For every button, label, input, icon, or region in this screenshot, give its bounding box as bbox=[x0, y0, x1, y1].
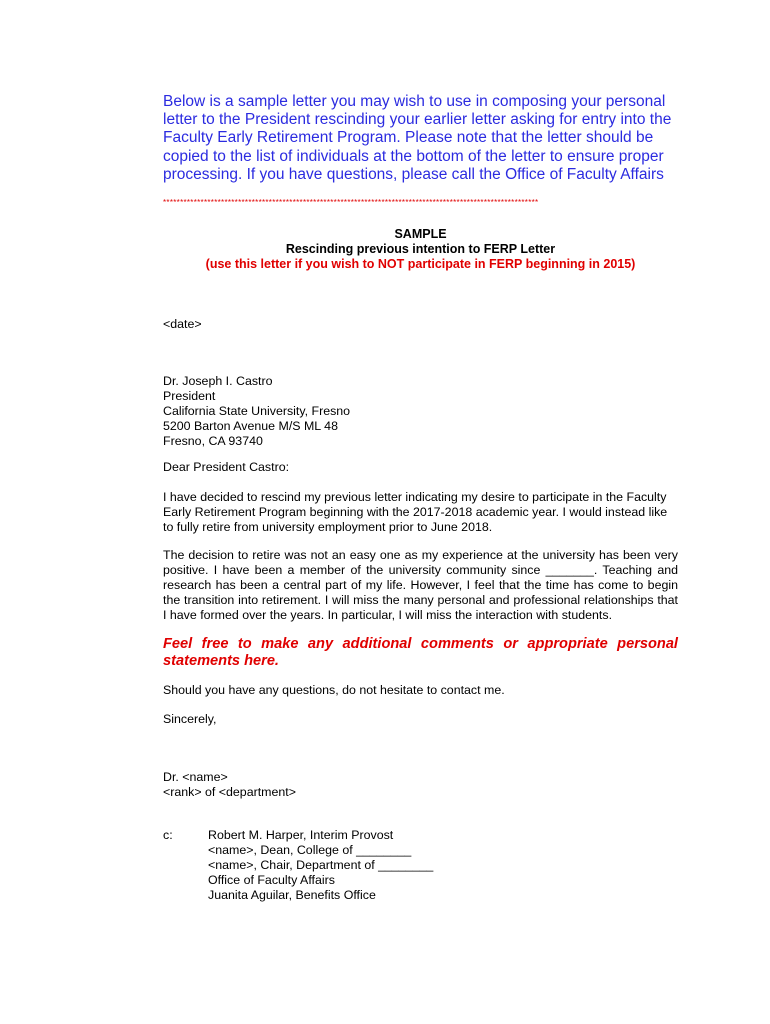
separator-line: ************************************************************************************************************** bbox=[163, 198, 539, 207]
cc-recipient: <name>, Chair, Department of ________ bbox=[208, 858, 434, 872]
recipient-address bbox=[163, 374, 678, 449]
paragraph-text: I have decided to rescind my previous letter indicating my desire to participate in the Faculty Early Retirement Program beginning with the 2017-2018 academic year. I would instead like to fully retire from university employment prior to June 2018. bbox=[163, 490, 668, 534]
signature-name: Dr. <name> bbox=[163, 770, 228, 784]
cc-recipient: <name>, Dean, College of ________ bbox=[208, 843, 412, 857]
cc-recipient: Juanita Aguilar, Benefits Office bbox=[208, 888, 376, 902]
address-line: 5200 Barton Avenue M/S ML 48 bbox=[163, 419, 338, 433]
cc-list bbox=[208, 828, 628, 903]
letter-date: <date> bbox=[163, 317, 202, 331]
salutation: Dear President Castro: bbox=[163, 460, 290, 474]
closing: Sincerely, bbox=[163, 712, 217, 726]
body-paragraph-2 bbox=[163, 548, 678, 623]
signature-block bbox=[163, 770, 678, 800]
usage-note: (use this letter if you wish to NOT participate in FERP beginning in 2015) bbox=[205, 257, 636, 271]
cc-label: c: bbox=[163, 828, 173, 842]
signature-title: <rank> of <department> bbox=[163, 785, 296, 799]
address-line: California State University, Fresno bbox=[163, 404, 351, 418]
intro-instructions bbox=[163, 93, 683, 184]
cc-recipient: Robert M. Harper, Interim Provost bbox=[208, 828, 394, 842]
intro-text: Below is a sample letter you may wish to use in composing your personal letter to the President rescinding your earlier letter asking for entry into the Faculty Early Retirement Program. Please note that the letter should be copied to the list of individuals at the bottom of the letter to ensure proper processing. If you have questions, please call the Office of Faculty Affairs bbox=[163, 93, 672, 183]
comments-prompt: Feel free to make any additional comments or appropriate personal statements here. bbox=[163, 636, 678, 669]
letter-subtitle: Rescinding previous intention to FERP Letter bbox=[285, 242, 556, 256]
paragraph-text: The decision to retire was not an easy one as my experience at the university has been very positive. I have been a member of the university community since _______. Teaching and research has been a central part of my life. However, I feel that the time has come to begin the transition into retirement. I will miss the many personal and professional relationships that I have formed over the years. In particular, I will miss the interaction with students. bbox=[163, 548, 678, 622]
address-line: Dr. Joseph I. Castro bbox=[163, 374, 273, 388]
body-paragraph-1 bbox=[163, 490, 678, 535]
address-line: President bbox=[163, 389, 216, 403]
contact-line: Should you have any questions, do not hesitate to contact me. bbox=[163, 683, 505, 697]
cc-recipient: Office of Faculty Affairs bbox=[208, 873, 335, 887]
sample-heading: SAMPLE bbox=[394, 227, 447, 241]
address-line: Fresno, CA 93740 bbox=[163, 434, 263, 448]
